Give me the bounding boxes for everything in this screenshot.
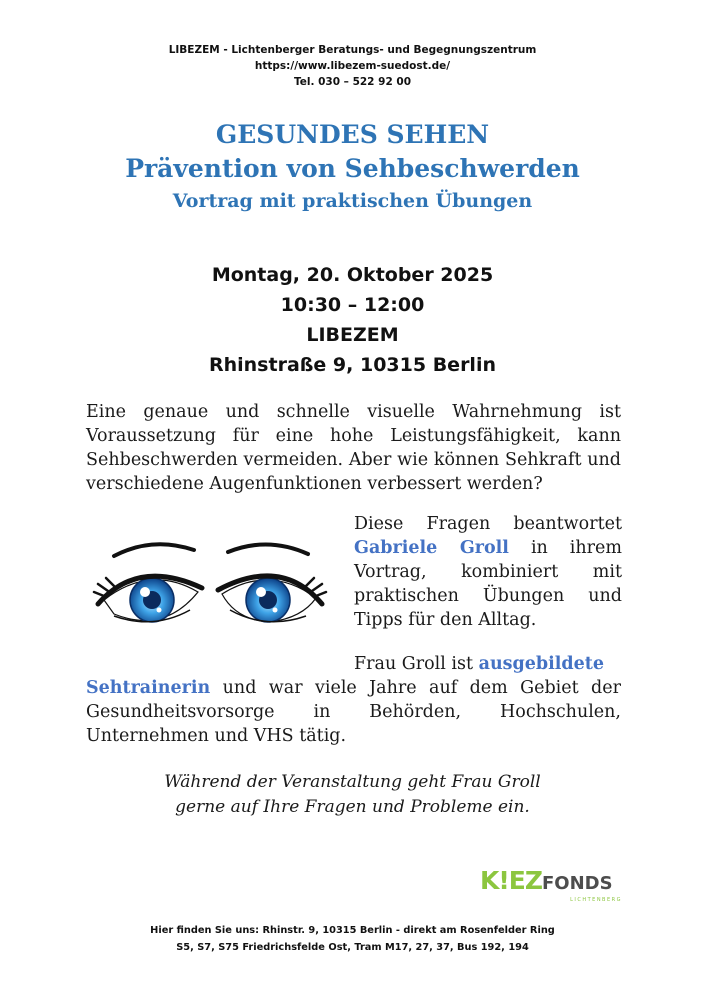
speaker-description: in ihrem Vortrag, kombiniert mit praktischen Übungen und Tipps für den Alltag. bbox=[354, 538, 622, 630]
org-phone: Tel. 030 – 522 92 00 bbox=[293, 76, 412, 88]
logo-kiez: K!EZ bbox=[480, 866, 542, 895]
kiezfonds-logo bbox=[480, 868, 625, 908]
eyes-illustration bbox=[90, 534, 330, 644]
bio-first-line bbox=[86, 652, 621, 676]
speaker-name: Gabriele Groll bbox=[354, 538, 509, 558]
bio-description: und war viele Jahre auf dem Gebiet der Gesundheitsvorsorge in Behörden, Hochschulen, Unternehmen und VHS tätig. bbox=[86, 678, 621, 746]
footer-address: Hier finden Sie uns: Rhinstr. 9, 10315 Berlin - direkt am Rosenfelder Ring bbox=[150, 925, 555, 936]
subtitle: Prävention von Sehbeschwerden bbox=[125, 154, 580, 183]
intro-paragraph: Eine genaue und schnelle visuelle Wahrnehmung ist Voraussetzung für eine hohe Leistungsfähigkeit, kann Sehbeschwerden vermeiden. Aber wie können Sehkraft und verschiedene Augenfunktionen verbessert werden? bbox=[86, 402, 621, 494]
org-url[interactable]: https://www.libezem-suedost.de/ bbox=[254, 60, 451, 72]
org-name: LIBEZEM - Lichtenberger Beratungs- und Begegnungszentrum bbox=[168, 44, 537, 56]
footer-transit: S5, S7, S75 Friedrichsfelde Ost, Tram M17, 27, 37, Bus 192, 194 bbox=[176, 942, 529, 953]
closing-line-2: gerne auf Ihre Fragen und Probleme ein. bbox=[175, 797, 530, 817]
logo-fonds: FONDS bbox=[541, 873, 613, 894]
directions-footer bbox=[0, 922, 705, 956]
bio-highlight-trained: ausgebildete bbox=[478, 654, 605, 674]
right-eye bbox=[218, 544, 326, 622]
logo-wordmark bbox=[480, 868, 625, 897]
tagline: Vortrag mit praktischen Übungen bbox=[172, 190, 533, 212]
organization-header bbox=[0, 42, 705, 90]
bio-paragraph bbox=[86, 652, 621, 748]
bio-highlight-profession: Sehtrainerin bbox=[86, 678, 211, 698]
event-details bbox=[0, 260, 705, 380]
event-venue: LIBEZEM bbox=[306, 324, 399, 346]
title-block bbox=[0, 118, 705, 216]
main-title: GESUNDES SEHEN bbox=[215, 120, 490, 149]
bio-intro: Frau Groll ist bbox=[354, 654, 474, 674]
closing-line-1: Während der Veranstaltung geht Frau Groll bbox=[164, 772, 541, 792]
event-date: Montag, 20. Oktober 2025 bbox=[211, 264, 494, 286]
speaker-intro: Diese Fragen beantwortet bbox=[354, 514, 622, 534]
speaker-paragraph bbox=[354, 512, 622, 632]
event-address: Rhinstraße 9, 10315 Berlin bbox=[208, 354, 496, 376]
logo-subtitle: LICHTENBERG bbox=[570, 897, 622, 903]
closing-note bbox=[0, 770, 705, 820]
left-eye bbox=[94, 544, 202, 622]
event-time: 10:30 – 12:00 bbox=[280, 294, 425, 316]
